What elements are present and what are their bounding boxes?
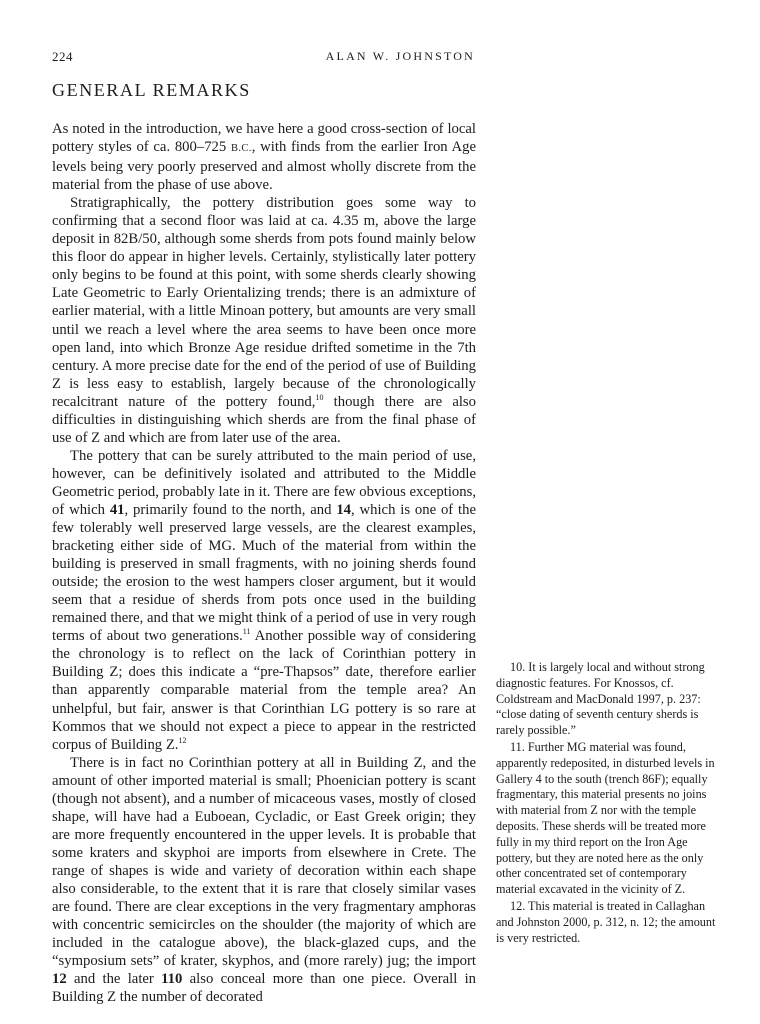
catalogue-number: 12 [52, 971, 67, 988]
text-run: , primarily found to the north, and [124, 501, 337, 518]
footnote-11: 11. Further MG material was found, apparently redeposited, in disturbed levels in Gallery 4 to the south (trench 86F); equally fragmentary, this material presents no joins with material from Z nor with the temple deposits. These sherds will be treated more fully in my third report on the Iron Age pottery, but they are noted here as the only other concentrated set of contemporary material excavated in the vicinity of Z. [496, 739, 715, 897]
text-run: As noted in the introduction, we have here a good cross-section of local pottery styles of ca. 800–725 [52, 121, 476, 156]
catalogue-number: 41 [109, 501, 125, 518]
footnote-10: 10. It is largely local and without strong diagnostic features. For Knossos, cf. Coldstream and MacDonald 1997, p. 237: “close dating of seventh century sherds is rarely possible.” [496, 660, 705, 738]
era-abbreviation: B.C. [230, 143, 252, 155]
text-run: Another possible way of considering the chronology is to reflect on the lack of Corinthian pottery in Building Z; does this indicate a “pre-Thapsos” date, therefore earlier than apparently comparable material from the temple area? An unhelpful, but fair, answer is that Corinthian LG pottery is so rare at Kommos that we should not expect a piece to appear in the restricted corpus of Building Z. [52, 628, 476, 753]
catalogue-number: 110 [161, 971, 183, 988]
paragraph-2 [52, 194, 476, 447]
text-run: The pottery that can be surely attributed to the main period of use, however, can be definitively isolated and attributed to the Middle Geometric period, probably late in it. There are few obvious exceptions, of which [52, 447, 476, 518]
text-run: , with finds from the earlier Iron Age levels being very poorly preserved and almost wholly discrete from the material from the phase of use above. [52, 139, 476, 194]
paragraph-3 [52, 447, 476, 754]
text-run: , which is one of the few tolerably well preserved large vessels, are the clearest examples, bracketing either side of MG. Much of the material from within the building is preserved in small fragments, with no joining sherds found outside; the erosion to the west hampers closer argument, but it would seem that a residue of sherds from pots once used in the building remained there, and that we might think of a period of use in very rough terms of about two generations. [52, 501, 476, 645]
footnote-ref-11[interactable]: 11 [242, 627, 251, 637]
text-run: There is in fact no Corinthian pottery at all in Building Z, and the amount of other imported material is small; Phoenician pottery is scant (though not absent), and a number of micaceous vases, mostly of closed shape, will have had a Euboean, Cycladic, or East Greek origin; they are more frequently encountered in the upper levels. It is probable that some kraters and skyphoi are imports from elsewhere in Crete. The range of shapes is wide and variety of decoration within each shape also considerable, to the extent that it is rare that closely similar vases are found. There are clear exceptions in the very fragmentary amphoras with concentric semicircles on the shoulder (the majority of which are included in the catalogue above), the black-glazed cups, and the “symposium sets” of krater, skyphos, and (more rarely) jug; the import [52, 754, 476, 970]
running-head: ALAN W. JOHNSTON [325, 49, 475, 63]
text-run: Stratigraphically, the pottery distribution goes some way to confirming that a second floor was laid at ca. 4.35 m, above the large deposit in 82B/50, although some sherds from pots found mainly below this floor do appear in higher levels. Certainly, stylistically later pottery only begins to be found at this point, with some sherds clearly showing Late Geometric to Early Orientalizing trends; there is an admixture of earlier material, with a little Minoan pottery, but amounts are very small until we reach a level where the area seems to have been once more open land, into which Bronze Age residue drifted sometime in the 7th century. A more precise date for the end of the period of use of Building Z is less easy to establish, largely because of the chronologically recalcitrant nature of the pottery found, [52, 195, 476, 410]
footnote-ref-10[interactable]: 10 [315, 392, 324, 402]
text-run: also conceal more than one piece. Overall in Building Z the number of decorated [52, 971, 476, 1006]
paragraph-1 [52, 120, 476, 194]
section-title: GENERAL REMARKS [52, 80, 251, 100]
page-number: 224 [52, 49, 73, 64]
catalogue-number: 14 [336, 501, 351, 518]
footnotes-column [496, 660, 716, 947]
footnote-12: 12. This material is treated in Callaghan and Johnston 2000, p. 312, n. 12; the amount is very restricted. [496, 898, 716, 945]
footnote-ref-12[interactable]: 12 [178, 735, 187, 745]
main-text-column [52, 120, 476, 1006]
text-run: though there are also difficulties in distinguishing which sherds are from the final phase of use of Z and which are from later use of the area. [52, 393, 476, 446]
paragraph-4 [52, 754, 476, 1007]
text-run: and the later [66, 971, 162, 988]
